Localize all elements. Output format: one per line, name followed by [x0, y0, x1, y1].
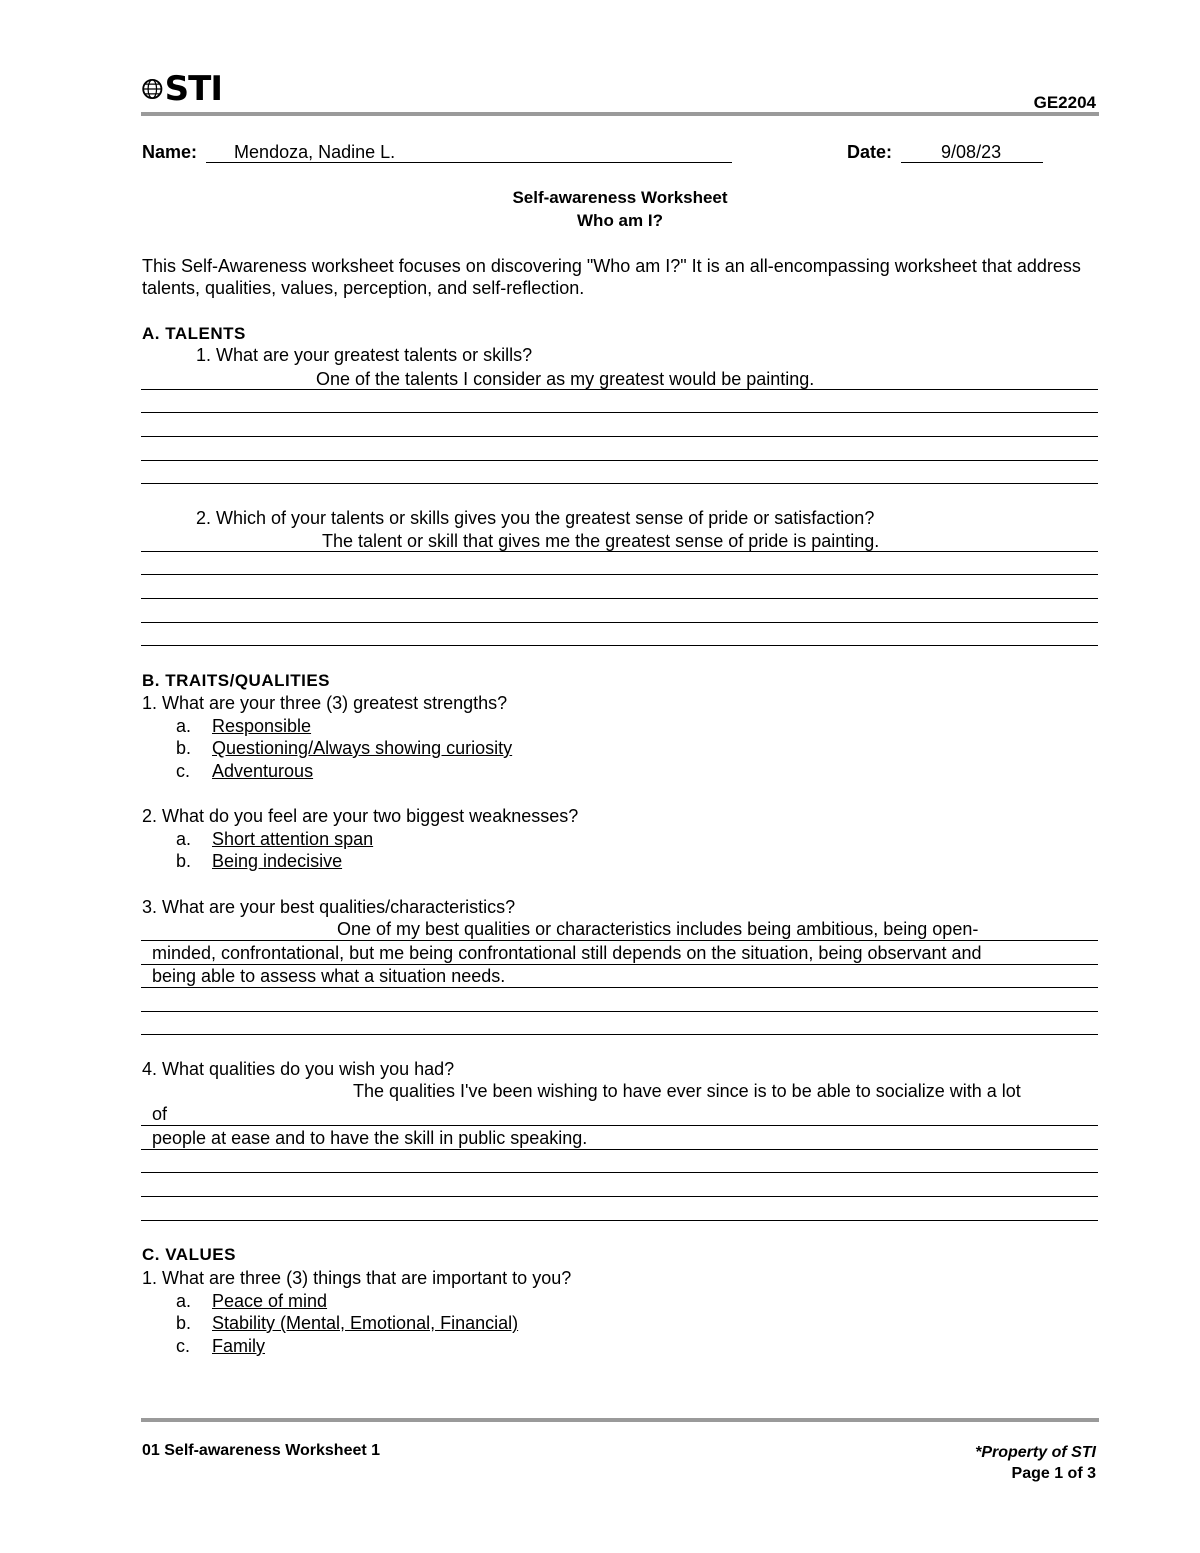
name-field[interactable]: Mendoza, Nadine L.: [206, 142, 732, 163]
section-b-answer-3-line-1[interactable]: One of my best qualities or characteristics includes being ambitious, being open-: [337, 919, 979, 939]
sti-logo: [142, 70, 222, 108]
section-a-answer-2[interactable]: The talent or skill that gives me the greatest sense of pride is painting.: [322, 531, 880, 551]
answer-line: [141, 412, 1098, 413]
footer-right: [975, 1442, 1096, 1484]
answer-line: [141, 436, 1098, 437]
footer-doc-title: 01 Self-awareness Worksheet 1: [142, 1442, 381, 1459]
answer-line: [141, 551, 1098, 552]
course-code: GE2204: [1033, 93, 1096, 112]
logo-text: STI: [164, 69, 222, 109]
section-b-answer-4-line-2[interactable]: of: [152, 1104, 168, 1124]
strength-value[interactable]: Adventurous: [212, 761, 314, 781]
value-item: [176, 1291, 327, 1312]
section-a-answer-1[interactable]: One of the talents I consider as my greatest would be painting.: [316, 369, 815, 389]
section-b-heading: B. TRAITS/QUALITIES: [142, 671, 330, 690]
name-label: Name:: [142, 142, 198, 162]
strength-item: [176, 761, 313, 782]
answer-line: [141, 574, 1098, 575]
answer-line: [141, 1034, 1098, 1035]
answer-line: [141, 1011, 1098, 1012]
section-b-question-4: 4. What qualities do you wish you had?: [142, 1059, 455, 1079]
worksheet-title: Self-awareness Worksheet: [512, 188, 728, 207]
answer-line: [141, 964, 1098, 965]
item-letter: a.: [176, 829, 192, 849]
item-letter: b.: [176, 738, 192, 758]
strength-item: [176, 716, 311, 737]
answer-line: [141, 622, 1098, 623]
strength-value[interactable]: Questioning/Always showing curiosity: [212, 738, 513, 758]
section-b-question-1: 1. What are your three (3) greatest strengths?: [142, 693, 508, 713]
footer-property: *Property of STI: [975, 1444, 1096, 1461]
answer-line: [141, 987, 1098, 988]
answer-line: [141, 940, 1098, 941]
answer-line: [141, 598, 1098, 599]
section-c-heading: C. VALUES: [142, 1245, 236, 1264]
strength-item: [176, 738, 512, 759]
section-b-answer-4-line-1[interactable]: The qualities I've been wishing to have ever since is to be able to socialize with a lot: [353, 1081, 1021, 1101]
item-letter: c.: [176, 761, 191, 781]
date-field[interactable]: 9/08/23: [901, 142, 1043, 163]
answer-line: [141, 483, 1098, 484]
section-b-answer-3-line-2[interactable]: minded, confrontational, but me being confrontational still depends on the situation, being observant and: [152, 943, 982, 963]
section-a-question-2: 2. Which of your talents or skills gives you the greatest sense of pride or satisfaction?: [196, 508, 875, 528]
answer-line: [141, 460, 1098, 461]
answer-line: [141, 1220, 1098, 1221]
section-a-heading: A. TALENTS: [142, 324, 246, 343]
section-a-question-1: 1. What are your greatest talents or skills?: [196, 345, 533, 365]
answer-line: [141, 1196, 1098, 1197]
date-label: Date:: [847, 142, 893, 162]
date-row: [847, 142, 1043, 163]
strength-value[interactable]: Responsible: [212, 716, 312, 736]
section-b-answer-3-line-3[interactable]: being able to assess what a situation needs.: [152, 966, 506, 986]
value-item: [176, 1336, 265, 1357]
name-row: [142, 142, 732, 163]
weakness-value[interactable]: Being indecisive: [212, 851, 343, 871]
weakness-value[interactable]: Short attention span: [212, 829, 374, 849]
value-value[interactable]: Peace of mind: [212, 1291, 328, 1311]
item-letter: a.: [176, 1291, 192, 1311]
header-divider: [141, 112, 1099, 116]
value-value[interactable]: Family: [212, 1336, 265, 1356]
item-letter: b.: [176, 851, 192, 871]
section-b-question-2: 2. What do you feel are your two biggest weaknesses?: [142, 806, 579, 826]
worksheet-subtitle: Who am I?: [577, 211, 663, 230]
answer-line: [141, 389, 1098, 390]
globe-icon: [142, 72, 163, 106]
answer-line: [141, 1149, 1098, 1150]
item-letter: b.: [176, 1313, 192, 1333]
item-letter: c.: [176, 1336, 191, 1356]
answer-line: [141, 645, 1098, 646]
section-c-question-1: 1. What are three (3) things that are important to you?: [142, 1268, 572, 1288]
weakness-item: [176, 851, 342, 872]
section-b-answer-4-line-3[interactable]: people at ease and to have the skill in public speaking.: [152, 1128, 588, 1148]
footer-divider: [141, 1418, 1099, 1422]
answer-line: [141, 1172, 1098, 1173]
value-value[interactable]: Stability (Mental, Emotional, Financial): [212, 1313, 519, 1333]
answer-line: [141, 1125, 1098, 1126]
item-letter: a.: [176, 716, 192, 736]
value-item: [176, 1313, 518, 1334]
weakness-item: [176, 829, 373, 850]
footer-page-number: Page 1 of 3: [1011, 1465, 1096, 1482]
intro-paragraph: This Self-Awareness worksheet focuses on discovering "Who am I?" It is an all-encompassing worksheet that address talents, qualities, values, perception, and self-reflection.: [142, 256, 1081, 298]
section-b-question-3: 3. What are your best qualities/characteristics?: [142, 897, 516, 917]
